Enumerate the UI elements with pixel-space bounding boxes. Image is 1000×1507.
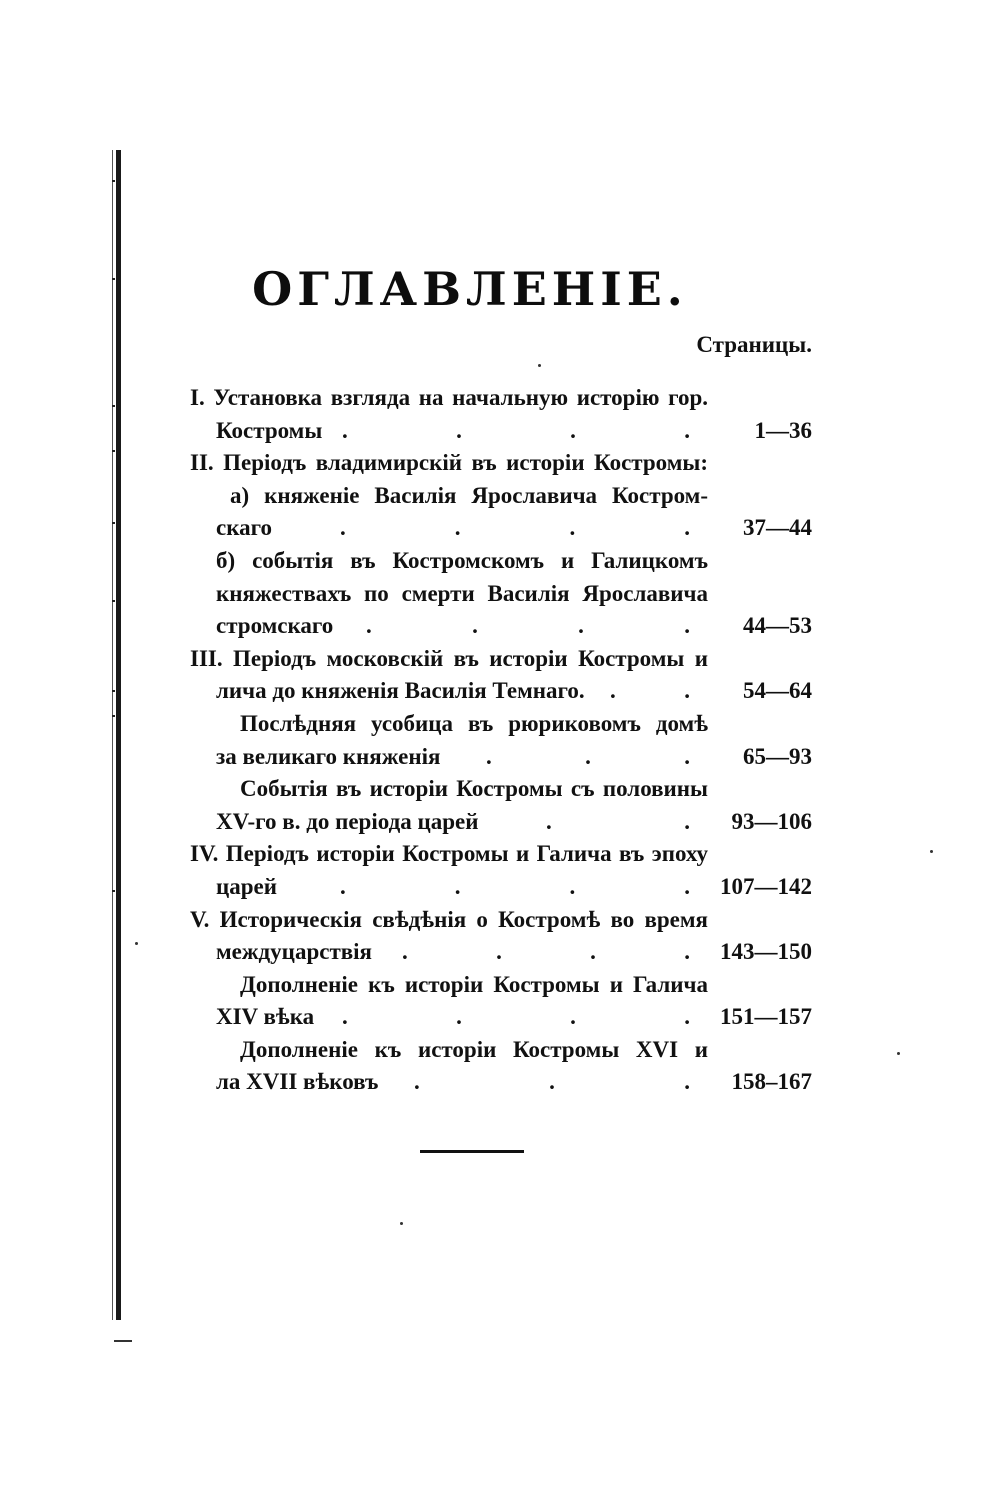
- toc-line: [190, 1034, 812, 1067]
- leader-dot: .: [340, 873, 346, 899]
- toc-line: [190, 415, 812, 448]
- toc-line-text: княжествахъ по смерти Василія Ярославича: [216, 580, 708, 606]
- leader-dot: .: [590, 939, 596, 965]
- print-speck: [897, 1052, 900, 1055]
- toc-line: [190, 838, 812, 871]
- binding-edge-tick: [112, 180, 115, 182]
- print-speck: [930, 850, 933, 853]
- toc-line: [190, 382, 812, 415]
- leader-dot: .: [340, 515, 346, 541]
- leader-dot: .: [486, 743, 492, 769]
- toc-dot-leader: [610, 675, 690, 708]
- leader-dot: .: [456, 417, 462, 443]
- binding-edge-tick: [112, 600, 115, 602]
- toc-line: [190, 578, 812, 611]
- leader-dot: .: [402, 939, 408, 965]
- toc-page-range: 44—53: [743, 613, 812, 639]
- binding-edge-tick: [112, 890, 115, 892]
- leader-dot: .: [342, 417, 348, 443]
- binding-edge: [112, 150, 122, 1320]
- toc-line-text: а) княженіе Василія Ярославича Костром-: [230, 482, 708, 508]
- leader-dot: .: [454, 515, 461, 541]
- toc-line: [190, 480, 812, 513]
- leader-dot: .: [684, 613, 690, 639]
- toc-line-text: Костромы: [216, 417, 323, 443]
- toc-line: [190, 512, 812, 545]
- leader-dot: .: [684, 678, 690, 704]
- binding-edge-thick-line: [116, 150, 121, 1320]
- leader-dot: .: [684, 743, 690, 769]
- pages-column-label: Страницы.: [696, 332, 812, 357]
- toc-dot-leader: [342, 1001, 690, 1034]
- toc-line: [190, 708, 812, 741]
- leader-dot: .: [684, 1069, 690, 1095]
- binding-edge-mark: [114, 1340, 132, 1342]
- binding-edge-thin-line: [112, 150, 113, 1320]
- binding-edge-tick: [112, 690, 115, 692]
- leader-dot: .: [684, 808, 690, 834]
- toc-line: [190, 1001, 812, 1034]
- binding-edge-tick: [112, 450, 115, 452]
- toc-dot-leader: [342, 415, 690, 448]
- toc-line-text: скаго: [216, 515, 272, 541]
- toc-line-text: Дополненіе къ исторіи Костромы и Галича: [240, 971, 708, 997]
- toc-line: [190, 969, 812, 1002]
- toc-dot-leader: [340, 871, 690, 904]
- toc-dot-leader: [546, 806, 690, 839]
- leader-dot: .: [456, 1004, 462, 1030]
- leader-dot: .: [569, 515, 576, 541]
- toc-line-text: V. Историческія свѣдѣнія о Костромѣ во время: [190, 906, 708, 932]
- toc-line: [190, 675, 812, 708]
- toc-line-text: царей: [216, 873, 278, 899]
- leader-dot: .: [342, 1004, 348, 1030]
- leader-dot: .: [472, 613, 478, 639]
- leader-dot: .: [684, 417, 690, 443]
- toc-line-text: ла XVII вѣковъ: [216, 1069, 379, 1095]
- toc-line-text: лича до княженія Василія Темнаго.: [216, 678, 585, 704]
- toc-dot-leader: [340, 512, 690, 545]
- toc-line: [190, 936, 812, 969]
- toc-line: [190, 545, 812, 578]
- table-of-contents: [190, 382, 812, 1099]
- binding-edge-tick: [112, 715, 115, 717]
- leader-dot: .: [684, 939, 690, 965]
- leader-dot: .: [585, 743, 591, 769]
- toc-line-text: XV-го в. до періода царей: [216, 808, 479, 834]
- toc-line-text: стромскаго: [216, 613, 334, 639]
- leader-dot: .: [610, 678, 616, 704]
- toc-page-range: 107—142: [720, 873, 812, 899]
- print-speck: [538, 364, 541, 367]
- toc-line-text: XIV вѣка: [216, 1004, 315, 1030]
- binding-edge-tick: [112, 522, 115, 524]
- leader-dot: .: [578, 613, 584, 639]
- toc-line-text: I. Установка взгляда на начальную исторію гор.: [190, 385, 708, 410]
- binding-edge-tick: [112, 405, 115, 407]
- leader-dot: .: [549, 1069, 555, 1095]
- leader-dot: .: [569, 873, 576, 899]
- toc-line-text: II. Періодъ владимирскій въ исторіи Костромы:: [190, 450, 708, 476]
- toc-dot-leader: [414, 1066, 690, 1099]
- toc-page-range: 143—150: [720, 939, 812, 965]
- toc-line-text: Событія въ исторіи Костромы съ половины: [240, 776, 708, 802]
- leader-dot: .: [684, 873, 690, 899]
- toc-line: [190, 643, 812, 676]
- toc-line: [190, 871, 812, 904]
- toc-line: [190, 773, 812, 806]
- toc-dot-leader: [402, 936, 690, 969]
- toc-line-text: за великаго княженія: [216, 743, 441, 769]
- toc-page-range: 65—93: [743, 743, 812, 769]
- toc-line-text: IV. Періодъ исторіи Костромы и Галича въ эпоху: [190, 841, 708, 867]
- leader-dot: .: [546, 808, 552, 834]
- toc-line: [190, 904, 812, 937]
- toc-line-text: б) событія въ Костромскомъ и Галицкомъ: [216, 547, 708, 573]
- toc-line: [190, 1066, 812, 1099]
- toc-dot-leader: [486, 741, 690, 774]
- leader-dot: .: [454, 873, 461, 899]
- toc-page-range: 37—44: [743, 515, 812, 541]
- toc-page-range: 1—36: [754, 417, 812, 443]
- toc-line: [190, 610, 812, 643]
- toc-page-range: 158–167: [731, 1069, 812, 1095]
- closing-rule: [420, 1150, 524, 1153]
- toc-line-text: Послѣдняя усобица въ рюриковомъ домѣ: [240, 710, 708, 736]
- toc-line: [190, 741, 812, 774]
- toc-line-text: Дополненіе къ исторіи Костромы XVI и: [240, 1036, 708, 1062]
- toc-page-range: 54—64: [743, 678, 812, 704]
- leader-dot: .: [684, 1004, 690, 1030]
- toc-line: [190, 447, 812, 480]
- toc-line-text: междуцарствія: [216, 939, 372, 965]
- toc-dot-leader: [366, 610, 690, 643]
- leader-dot: .: [570, 417, 576, 443]
- leader-dot: .: [684, 515, 690, 541]
- leader-dot: .: [496, 939, 502, 965]
- toc-line: [190, 806, 812, 839]
- print-speck: [135, 942, 138, 945]
- toc-line-text: III. Періодъ московскій въ исторіи Костромы и: [190, 645, 708, 671]
- print-speck: [400, 1222, 403, 1225]
- page-title: ОГЛАВЛЕНІЕ.: [252, 262, 688, 316]
- toc-page-range: 93—106: [731, 808, 812, 834]
- leader-dot: .: [414, 1069, 420, 1095]
- leader-dot: .: [366, 613, 372, 639]
- toc-page-range: 151—157: [720, 1004, 812, 1030]
- leader-dot: .: [570, 1004, 576, 1030]
